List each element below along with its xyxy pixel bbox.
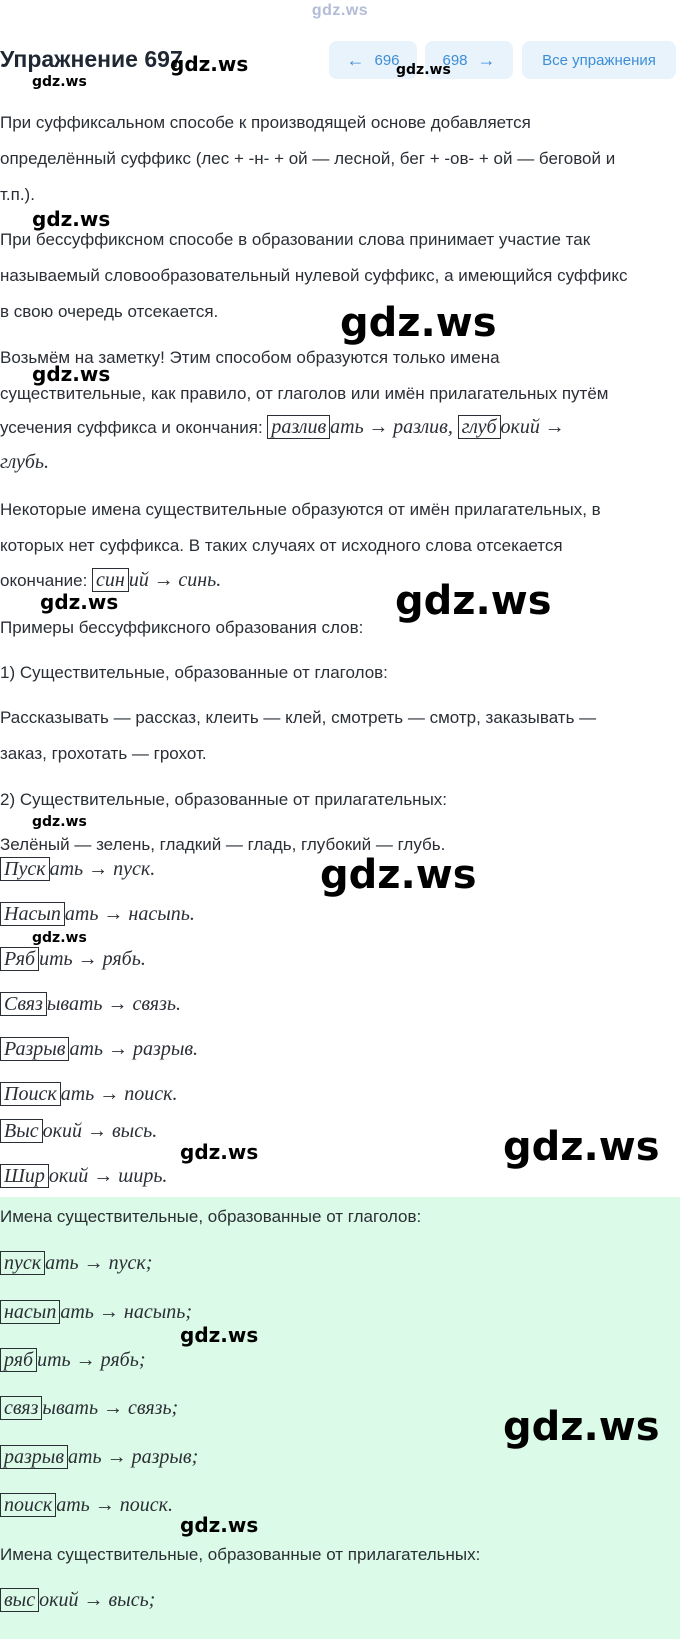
theory-text: усечения суффикса и окончания: [0, 418, 263, 437]
word-stem-box: Ряб [0, 947, 39, 971]
word-ending: ывать [42, 1397, 99, 1419]
theory-line: Примеры бессуффиксного образования слов: [0, 618, 364, 637]
word-stem-box: Разрыв [0, 1037, 69, 1061]
derived-word: разрыв; [131, 1446, 199, 1468]
arrow-icon: → [103, 1397, 124, 1419]
arrow-icon: → [368, 416, 389, 438]
theory-line: существительные, как правило, от глаголов или имён прилагательных путём [0, 384, 609, 403]
example-row [0, 993, 181, 1016]
word-ending: ывать [46, 993, 103, 1015]
example-row [0, 1083, 177, 1106]
theory-line: Зелёный — зелень, гладкий — гладь, глубокий — глубь. [0, 835, 446, 854]
theory-line: При бессуффиксном способе в образовании слова принимает участие так [0, 230, 591, 249]
next-exercise-label: 698 [442, 51, 468, 69]
word-ending: ать [49, 858, 84, 880]
arrow-icon: → [98, 1301, 119, 1323]
word-ending: ать [60, 1301, 94, 1323]
top-bar [0, 0, 680, 28]
word-stem-box: Шир [0, 1164, 49, 1188]
theory-line-with-examples [0, 569, 221, 592]
page-title: Упражнение 697 [0, 46, 183, 72]
derived-word: связь; [128, 1397, 179, 1419]
watermark: gdz.ws [180, 1323, 259, 1347]
derived-word: ширь. [118, 1165, 168, 1187]
derived-word: высь; [108, 1589, 156, 1611]
theory-line: 1) Существительные, образованные от глаголов: [0, 663, 388, 682]
arrow-left-icon: ← [346, 50, 365, 70]
word-stem-box: Пуск [0, 857, 50, 881]
word-ending: ать [69, 1038, 104, 1060]
watermark: gdz.ws [503, 1404, 660, 1450]
theory-line: т.п.). [0, 185, 35, 204]
word-stem-box: связ [0, 1396, 42, 1420]
arrow-right-icon: → [477, 50, 496, 70]
arrow-icon: → [99, 1083, 120, 1105]
arrow-icon: → [83, 1589, 104, 1611]
derived-word: рябь; [100, 1349, 146, 1371]
exercise-header [0, 38, 680, 84]
word-stem-box: насып [0, 1300, 60, 1324]
word-stem-box: разлив [267, 415, 330, 439]
derived-word: пуск; [108, 1252, 153, 1274]
example-row [0, 1038, 198, 1061]
arrow-icon: → [153, 569, 174, 591]
example-row [0, 1165, 167, 1188]
word-ending: ать [330, 416, 364, 438]
derived-word: насыпь. [128, 903, 195, 925]
answer-row [0, 1589, 155, 1612]
word-stem-box: Выс [0, 1119, 43, 1143]
theory-line: Рассказывать — рассказ, клеить — клей, смотреть — смотр, заказывать — [0, 708, 597, 727]
watermark: gdz.ws [170, 52, 249, 76]
watermark: gdz.ws [180, 1513, 259, 1537]
watermark: gdz.ws [320, 852, 477, 898]
theory-line: которых нет суффикса. В таких случаях от исходного слова отсекается [0, 536, 563, 555]
derived-word: насыпь; [123, 1301, 192, 1323]
theory-line: Некоторые имена существительные образуются от имён прилагательных, в [0, 500, 601, 519]
watermark: gdz.ws [503, 1124, 660, 1170]
word-stem-box: ряб [0, 1348, 37, 1372]
derived-word: поиск. [124, 1083, 178, 1105]
word-stem-box: Поиск [0, 1082, 61, 1106]
example-row [0, 948, 146, 971]
word-stem-box: Связ [0, 992, 47, 1016]
arrow-icon: → [544, 416, 565, 438]
word-ending: окий [42, 1120, 82, 1142]
example-row [0, 1120, 157, 1143]
watermark: gdz.ws [32, 74, 87, 90]
word-ending: ать [56, 1494, 90, 1516]
word-stem-box: Насып [0, 902, 65, 926]
watermark: gdz.ws [32, 930, 87, 946]
prev-exercise-label: 696 [374, 51, 400, 69]
word-stem-box: поиск [0, 1493, 56, 1517]
site-logo[interactable]: gdz.ws [311, 2, 369, 19]
derived-word: связь. [132, 993, 181, 1015]
theory-line: определённый суффикс (лес + -н- + ой — лесной, бег + -ов- + ой — беговой и [0, 149, 616, 168]
arrow-icon: → [106, 1446, 127, 1468]
example-row [0, 903, 195, 926]
word-stem-box: пуск [0, 1251, 45, 1275]
theory-line: называемый словообразовательный нулевой суффикс, а имеющийся суффикс [0, 266, 628, 285]
word-ending: ать [68, 1446, 102, 1468]
word-stem-box: син [92, 568, 129, 592]
answer-row [0, 1252, 152, 1275]
word-ending: окий [500, 416, 540, 438]
example-row [0, 858, 155, 881]
derived-word: пуск. [113, 858, 156, 880]
watermark: gdz.ws [395, 578, 552, 624]
all-exercises-button[interactable] [522, 41, 676, 79]
word-ending: ить [39, 948, 73, 970]
word-stem-box: выс [0, 1588, 39, 1612]
watermark: gdz.ws [32, 814, 87, 830]
watermark: gdz.ws [32, 207, 111, 231]
all-exercises-label: Все упражнения [542, 51, 656, 69]
arrow-icon: → [103, 903, 124, 925]
watermark: gdz.ws [340, 300, 497, 346]
watermark: gdz.ws [180, 1140, 259, 1164]
answer-row [0, 1349, 146, 1372]
word-stem-box: глуб [458, 415, 501, 439]
theory-line-with-examples [0, 416, 565, 439]
word-ending: ий [128, 569, 149, 591]
arrow-icon: → [87, 1120, 107, 1142]
answer-row [0, 1446, 198, 1469]
arrow-icon: → [88, 858, 109, 880]
watermark: gdz.ws [40, 590, 119, 614]
arrow-icon: → [108, 1038, 129, 1060]
word-stem-box: разрыв [0, 1445, 68, 1469]
theory-line: заказ, грохотать — грохот. [0, 744, 207, 763]
word-ending: окий [48, 1165, 89, 1187]
arrow-icon: → [75, 1349, 96, 1371]
answer-heading: Имена существительные, образованные от прилагательных: [0, 1545, 481, 1564]
arrow-icon: → [93, 1165, 114, 1187]
derived-word: разрыв. [133, 1038, 199, 1060]
watermark: gdz.ws [32, 362, 111, 386]
answer-row [0, 1301, 192, 1324]
answer-heading: Имена существительные, образованные от глаголов: [0, 1207, 422, 1226]
watermark: gdz.ws [396, 62, 451, 78]
word-ending: ать [45, 1252, 79, 1274]
word-ending: окий [39, 1589, 79, 1611]
theory-line: Возьмём на заметку! Этим способом образуются только имена [0, 348, 500, 367]
arrow-icon: → [107, 993, 128, 1015]
theory-line: 2) Существительные, образованные от прилагательных: [0, 790, 448, 809]
arrow-icon: → [77, 948, 98, 970]
answer-row [0, 1494, 173, 1517]
derived-word: синь. [178, 569, 222, 591]
derived-word: поиск. [119, 1494, 174, 1516]
arrow-icon: → [83, 1252, 104, 1274]
word-ending: ать [64, 903, 99, 925]
theory-line: При суффиксальном способе к производящей основе добавляется [0, 113, 531, 132]
derived-word: разлив, [393, 416, 453, 438]
answer-row [0, 1397, 178, 1420]
theory-text: окончание: [0, 571, 88, 590]
derived-word: рябь. [102, 948, 146, 970]
arrow-icon: → [94, 1494, 115, 1516]
theory-line: в свою очередь отсекается. [0, 302, 219, 321]
word-ending: ать [60, 1083, 95, 1105]
derived-word: высь. [112, 1120, 158, 1142]
derived-word: глубь. [0, 451, 50, 473]
word-ending: ить [37, 1349, 71, 1371]
